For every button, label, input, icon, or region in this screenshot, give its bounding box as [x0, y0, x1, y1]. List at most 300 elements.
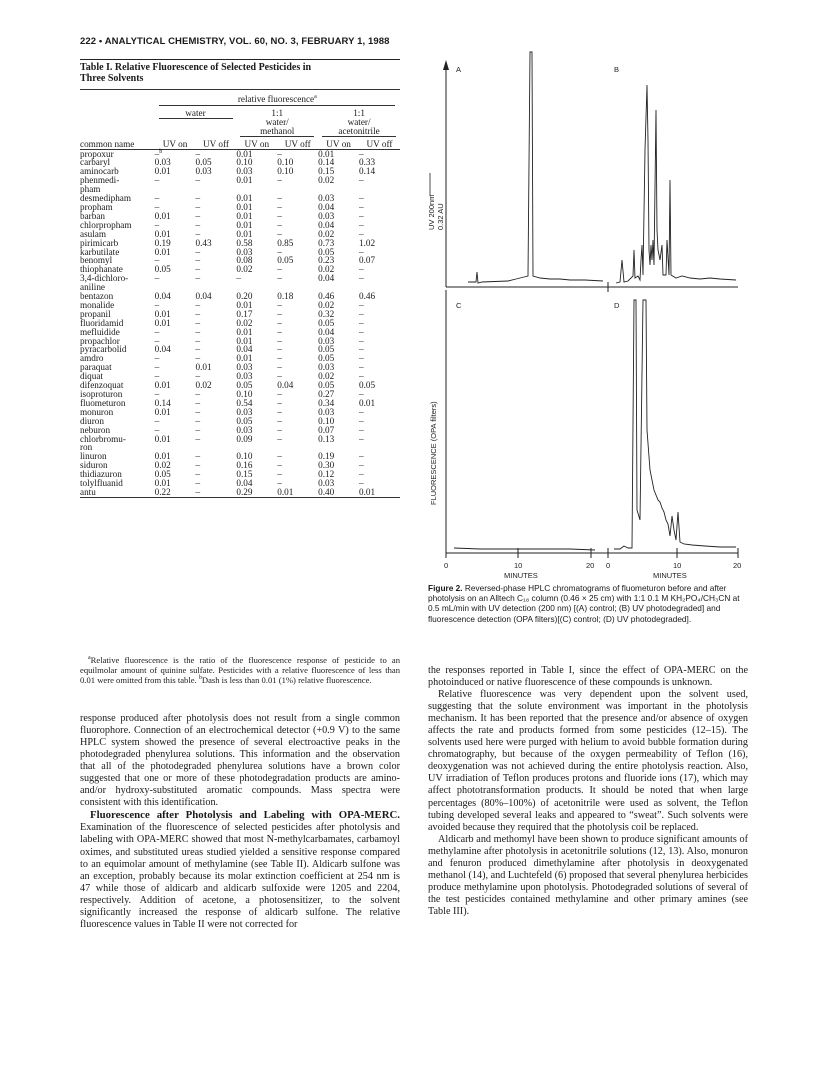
pesticide-name: benomyl [80, 255, 113, 266]
value-text: – [359, 193, 364, 204]
header-spacer [80, 107, 155, 137]
fluorescence-value [318, 274, 359, 283]
value-text: – [359, 175, 364, 186]
panel-label-b: B [614, 65, 620, 74]
value-text: 0.32 [318, 308, 335, 319]
fluorescence-value [359, 265, 400, 274]
value-text: 0.14 [154, 397, 171, 408]
header-spacer [80, 90, 155, 107]
fluorescence-value [196, 417, 237, 426]
pesticide-name: phenmedi- [80, 175, 120, 186]
value-text: – [277, 460, 282, 471]
value-text: – [359, 219, 364, 230]
fluorescence-value [196, 194, 237, 203]
fluorescence-value [236, 435, 277, 444]
value-text: 0.01 [236, 228, 253, 239]
col-header-uv-off: UV off [359, 137, 400, 149]
value-text: – [195, 335, 201, 346]
fluorescence-value [277, 345, 318, 354]
fluorescence-value [196, 221, 237, 230]
trace-b [616, 85, 736, 283]
fluorescence-value [196, 319, 237, 328]
value-text: 0.02 [154, 460, 171, 471]
fluorescence-value [155, 408, 196, 417]
fluorescence-value [155, 354, 196, 363]
fluorescence-value [318, 176, 359, 185]
value-text: 0.01 [236, 219, 253, 230]
fluorescence-value [155, 274, 196, 283]
value-text: 0.17 [236, 308, 253, 319]
value-text: – [277, 148, 282, 159]
fluorescence-value [196, 399, 237, 408]
value-text: 0.34 [318, 397, 335, 408]
value-text: 0.03 [318, 406, 335, 417]
pesticide-name: diquat [80, 371, 103, 382]
footnote-b-text: Dash is less than 0.01 (1%) relative fluorescence. [201, 675, 372, 685]
value-text: 0.02 [195, 380, 212, 391]
group-header-text: relative fluorescence [237, 94, 315, 104]
value-text: – [359, 344, 364, 355]
fluorescence-value [359, 176, 400, 185]
value-text: – [359, 326, 364, 337]
value-text: – [154, 371, 160, 382]
pesticide-name: amdro [80, 353, 104, 364]
value-text: 0.05 [318, 344, 335, 355]
fluorescence-value [359, 337, 400, 346]
value-sup: b [159, 148, 163, 155]
solvent-line2: water/ [347, 116, 371, 127]
value-text: – [359, 460, 364, 471]
value-text: – [277, 415, 282, 426]
col-header-uv-on: UV on [236, 137, 277, 149]
paragraph: the responses reported in Table I, since the effect of OPA-MERC on the photoinduced or native fluorescence of these compounds is unknown. [428, 665, 748, 689]
trace-c [454, 548, 595, 550]
fluorescence-value [155, 167, 196, 176]
value-text: – [277, 371, 282, 382]
fluorescence-value [196, 426, 237, 435]
value-text: – [154, 362, 160, 373]
fluorescence-value [236, 176, 277, 185]
value-text: 0.01 [236, 335, 253, 346]
table-row [80, 488, 400, 497]
value-text: – [154, 193, 160, 204]
pesticide-name: linuron [80, 451, 107, 462]
panel-label-d: D [614, 301, 620, 310]
pesticide-name: siduron [80, 460, 108, 471]
pesticide-name: bentazon [80, 291, 114, 302]
value-text: 0.09 [236, 433, 253, 444]
pesticide-name: neburon [80, 424, 111, 435]
fluorescence-value [196, 239, 237, 248]
value-text: 0.04 [318, 273, 335, 284]
solvent-line3: acetonitrile [322, 127, 396, 137]
value-text: – [195, 201, 201, 212]
value-text: – [277, 210, 282, 221]
value-text: 0.03 [236, 246, 253, 257]
value-text: – [277, 299, 282, 310]
pesticide-name: monuron [80, 406, 114, 417]
fluorescence-value [277, 354, 318, 363]
fluorescence-value [236, 274, 277, 283]
fluorescence-value [277, 363, 318, 372]
value-text: 0.01 [154, 406, 171, 417]
value-text: 0.07 [318, 424, 335, 435]
fluorescence-value [196, 479, 237, 488]
body-left-column [80, 713, 400, 931]
pesticide-name-continuation: ron [80, 442, 93, 453]
fluorescence-value [359, 488, 400, 497]
pesticide-name-continuation: pham [80, 184, 101, 195]
value-text: – [277, 201, 282, 212]
solvent-line2: water/ [265, 116, 289, 127]
value-text: – [195, 299, 201, 310]
value-text: 0.15 [236, 469, 253, 480]
pesticide-table [80, 90, 400, 498]
value-text: – [277, 219, 282, 230]
fluorescence-value [359, 221, 400, 230]
fluorescence-value [359, 167, 400, 176]
value-text: 0.46 [359, 291, 376, 302]
value-text: – [277, 469, 282, 480]
pesticide-name: asulam [80, 228, 107, 239]
value-text: – [359, 389, 364, 399]
value-text: 0.10 [277, 166, 294, 177]
trace-d [614, 300, 736, 549]
fluorescence-value [236, 488, 277, 497]
fluorescence-value [359, 461, 400, 470]
arrow-icon [443, 60, 449, 70]
fluorescence-value [196, 452, 237, 461]
fluorescence-value [196, 248, 237, 257]
pesticide-name: thiophanate [80, 264, 123, 275]
value-text: 0.01 [359, 486, 376, 497]
value-text: – [359, 371, 364, 382]
fluorescence-value [196, 274, 237, 283]
y-label-uv: UV 200nm [427, 194, 436, 230]
value-text: – [277, 317, 282, 328]
value-text: – [195, 469, 201, 480]
paragraph: response produced after photolysis does not result from a single common fluorophore. Connection of an electrochemical detector (+0.9 V) to the same HPLC system showed the presence of several electroactive peaks in the photodegraded phenylurea solutions. This information and the observation that all of the photodegraded phenylurea solutions have a brown color suggested that one or more of these photodegradation products are amino- and/or hydroxy-substituted aromatic compounds. Mass spectra were consistent with this identification. [80, 713, 400, 809]
fluorescence-value [196, 256, 237, 265]
value-text: 0.10 [236, 157, 253, 168]
value-text: 0.01 [154, 478, 171, 489]
fluorescence-value [359, 212, 400, 221]
value-text: 0.01 [236, 175, 253, 186]
value-text: 0.15 [318, 166, 335, 177]
value-text: 0.04 [318, 201, 335, 212]
paragraph: Aldicarb and methomyl have been shown to produce significant amounts of methylamine after photolysis in acetonitrile solutions (12, 13). Also, monuron and fenuron produced dimethylamine after photolysis in deoxygenated methanol (14), and Luchtefeld (6) proposed that several phenylurea herbicides produce methylamine upon photolysis. Photodegraded solutions of several of the test pesticides contained methylamine and other primary amines (see Table III). [428, 833, 748, 917]
fluorescence-value [277, 470, 318, 479]
value-text: – [154, 389, 160, 399]
figure-caption [428, 583, 753, 624]
pesticide-name: karbutilate [80, 246, 120, 257]
value-text: – [195, 175, 201, 186]
fluorescence-value [277, 426, 318, 435]
table-title-line2: Three Solvents [80, 73, 144, 84]
value-text: 0.29 [236, 486, 253, 497]
value-text: 0.27 [318, 389, 335, 399]
value-text: 0.01 [154, 317, 171, 328]
value-text: – [359, 415, 364, 426]
fluorescence-value [196, 345, 237, 354]
fluorescence-value [359, 399, 400, 408]
figure-2 [420, 50, 760, 580]
panel-label-c: C [456, 301, 462, 310]
value-text: – [154, 335, 160, 346]
fluorescence-value [155, 248, 196, 257]
value-text: – [359, 246, 364, 257]
x-tick-10-left: 10 [514, 561, 523, 570]
fluorescence-value [277, 292, 318, 301]
value-text: 0.05 [359, 380, 376, 391]
value-text: 0.02 [318, 264, 335, 275]
value-text: 0.02 [236, 264, 253, 275]
value-text: – [154, 201, 160, 212]
pesticide-name: difenzoquat [80, 380, 124, 391]
fluorescence-value [277, 435, 318, 444]
fluorescence-value [196, 337, 237, 346]
value-text: – [154, 219, 160, 230]
x-tick-0-right: 0 [606, 561, 611, 570]
table-body [80, 149, 400, 497]
value-text: 0.02 [318, 371, 335, 382]
pesticide-name: antu [80, 488, 155, 497]
x-label-left: MINUTES [504, 571, 538, 580]
fluorescence-value [196, 408, 237, 417]
fluorescence-value [196, 292, 237, 301]
value-text: 0.07 [359, 255, 376, 266]
value-text: – [195, 326, 201, 337]
value-text: 0.22 [154, 486, 171, 497]
value-text: – [195, 308, 201, 319]
value-text: 0.04 [318, 326, 335, 337]
value-text: – [359, 469, 364, 480]
relative-fluorescence-header [155, 90, 400, 107]
fluorescence-value [359, 452, 400, 461]
value-text: 0.04 [154, 291, 171, 302]
value-text: 0.05 [318, 380, 335, 391]
value-text: – [359, 201, 364, 212]
fluorescence-value [155, 417, 196, 426]
solvent-line1: 1:1 [353, 107, 365, 118]
value-text: 0.40 [318, 486, 335, 497]
value-text: – [154, 175, 160, 186]
solvent-water [155, 107, 237, 137]
col-header-uv-on: UV on [155, 137, 196, 149]
value-text: 0.02 [318, 299, 335, 310]
value-text: – [195, 210, 201, 221]
value-text: 0.02 [318, 175, 335, 186]
value-text: 0.03 [236, 406, 253, 417]
value-text: 0.18 [277, 291, 294, 302]
value-text: 0.23 [318, 255, 335, 266]
value-text: – [277, 406, 282, 417]
fluorescence-value [359, 426, 400, 435]
value-text: – [195, 353, 201, 364]
group-header-sup: a [314, 93, 317, 100]
value-text: 0.01 [277, 486, 294, 497]
value-text: 0.01 [154, 228, 171, 239]
value-text: 0.05 [318, 353, 335, 364]
fluorescence-value [277, 310, 318, 319]
chromatogram-figure [420, 50, 760, 580]
value-text: 0.05 [318, 246, 335, 257]
fluorescence-value [277, 328, 318, 337]
pesticide-name: fluometuron [80, 397, 126, 408]
pesticide-name: carbaryl [80, 157, 111, 168]
fluorescence-value [277, 274, 318, 283]
value-text: – [236, 273, 241, 284]
value-text: – [195, 344, 201, 355]
value-text: 0.02 [318, 228, 335, 239]
table-1 [80, 59, 400, 498]
value-text: 0.03 [318, 478, 335, 489]
pesticide-name: propham [80, 201, 113, 212]
value-text: 0.46 [318, 291, 335, 302]
fluorescence-value [359, 292, 400, 301]
fluorescence-value [277, 176, 318, 185]
fluorescence-value [155, 435, 196, 444]
solvent-line1: 1:1 [271, 107, 284, 118]
value-text: 0.30 [318, 460, 335, 471]
fluorescence-value [359, 328, 400, 337]
value-text: – [154, 415, 160, 426]
value-text: – [195, 478, 201, 489]
table-title-line1: Table I. Relative Fluorescence of Selected Pesticides in [80, 62, 312, 73]
value-text: 0.05 [236, 415, 253, 426]
value-text: – [359, 308, 364, 319]
solvent-water-acetonitrile [318, 107, 400, 137]
col-header-uv-on: UV on [318, 137, 359, 149]
value-text: – [359, 228, 364, 239]
value-text: – [277, 264, 282, 275]
fluorescence-value [359, 470, 400, 479]
value-text: – [277, 451, 282, 462]
value-text: 0.01 [318, 148, 335, 159]
table-row [80, 435, 400, 444]
paragraph: Relative fluorescence was very dependent upon the solvent used, suggesting that the solute environment was important in the photolysis mechanism. It has been reported that the presence and/or absence of oxygen affects the rate and products formed from some pesticides (12–15). The solvents used here were purged with helium to avoid bubble formation during chromatography, but because of the oxygen permeability of Teflon (16), deoxygenation was not achieved during the entire photolysis reaction. Also, UV irradiation of Teflon produces protons and fluoride ions (17), which may affect phototransformation products. It should be noted that when large percentages (80%–100%) of acetonitrile were used as solvent, the Teflon tubing developed several leaks and appeared to “sweat”. Such solvents were avoided because they required that the photolysis coil be replaced. [428, 689, 748, 833]
value-text: 0.05 [318, 317, 335, 328]
pesticide-name: paraquat [80, 362, 112, 373]
value-text: 0.10 [277, 157, 294, 168]
fluorescence-value [277, 381, 318, 390]
value-text: – [277, 362, 282, 373]
value-text: 0.10 [236, 451, 253, 462]
col-header-name: common name [80, 137, 155, 149]
value-text: – [277, 424, 282, 435]
value-text: 0.33 [359, 157, 376, 168]
value-text: 0.01 [236, 299, 253, 310]
value-text: – [359, 362, 364, 373]
value-text: – [277, 246, 282, 257]
value-text: 0.54 [236, 397, 253, 408]
pesticide-name: monalide [80, 299, 115, 310]
value-text: – [277, 326, 282, 337]
fluorescence-value [155, 488, 196, 497]
value-text: 0.85 [277, 237, 294, 248]
fluorescence-value [155, 319, 196, 328]
fluorescence-value [196, 176, 237, 185]
value-text: – [195, 389, 201, 399]
pesticide-name: mefluidide [80, 326, 120, 337]
pesticide-name: aminocarb [80, 166, 119, 177]
fluorescence-value [155, 345, 196, 354]
x-tick-20-right: 20 [733, 561, 742, 570]
value-text: – [359, 406, 364, 417]
value-text: 0.03 [318, 210, 335, 221]
fluorescence-value [196, 470, 237, 479]
pesticide-name: tolylfluanid [80, 478, 123, 489]
value-text: 0.05 [195, 157, 212, 168]
paragraph: Examination of the fluorescence of selected pesticides after photolysis and labeling with OPA-MERC showed that most N-methylcarbamates, carbamoyl oximes, and substituted ureas studied yielded a sensitive response compared to an equimolar amount of methylamine (see Table II). Aldicarb sulfone was an exception, probably because its molar extinction coefficient at 254 nm is 47 while those of aldicarb and aldicarb sulfoxide were 1205 and 2204, respectively. Addition of acetone, a photosensitizer, to the solvent significantly increased the response of aldicarb sulfone. The relative fluorescence values in Table II were not corrected for [80, 822, 400, 930]
fluorescence-value [277, 203, 318, 212]
value-text: 0.01 [154, 210, 171, 221]
fluorescence-value [155, 292, 196, 301]
value-text: 0.01 [236, 193, 253, 204]
value-text: 0.01 [154, 380, 171, 391]
y-label-au: 0.32 AU [436, 203, 445, 230]
value-text: – [359, 210, 364, 221]
value-text: 0.12 [318, 469, 335, 480]
pesticide-name: propanil [80, 308, 111, 319]
fluorescence-value [277, 319, 318, 328]
value-text: – [195, 264, 201, 275]
table-row [80, 176, 400, 185]
y-label-fluorescence: FLUORESCENCE (OPA filters) [429, 401, 438, 505]
fluorescence-value [277, 337, 318, 346]
value-text: – [154, 299, 160, 310]
fluorescence-value [277, 452, 318, 461]
fluorescence-value [359, 417, 400, 426]
fluorescence-value [277, 265, 318, 274]
value-text: 0.01 [154, 451, 171, 462]
value-text: – [195, 246, 201, 257]
value-text: – [195, 424, 201, 435]
fluorescence-value [196, 363, 237, 372]
value-text: – [277, 175, 282, 186]
value-text: – [195, 451, 201, 462]
fluorescence-value [155, 381, 196, 390]
col-header-uv-off: UV off [277, 137, 318, 149]
value-text: – [277, 353, 282, 364]
value-text: – [195, 371, 201, 382]
value-text: – [195, 460, 201, 471]
value-text: – [195, 228, 201, 239]
fluorescence-value [155, 212, 196, 221]
caption-text: Reversed-phase HPLC chromatograms of fluometuron before and after photolysis on an Alltech C₁₈ column (0.46 × 25 cm) with 1:1 0.1 M KH₂PO₄/CH₃CN at 0.5 mL/min with UV detection (200 nm) [(A) control; (B) UV photodegraded] and fluorescence detection (OPA filters)[(C) control; (D) UV photodegraded]. [428, 583, 740, 624]
value-text: – [195, 433, 201, 444]
table-row [80, 274, 400, 283]
fluorescence-value [155, 363, 196, 372]
value-text: – [154, 353, 160, 364]
x-tick-20-left: 20 [586, 561, 595, 570]
fluorescence-value [359, 194, 400, 203]
value-text: 0.01 [236, 353, 253, 364]
value-text: – [277, 478, 282, 489]
table-footnote [80, 655, 400, 685]
value-text: 0.03 [236, 166, 253, 177]
pesticide-name: chlorbromu- [80, 433, 126, 444]
fluorescence-value [155, 176, 196, 185]
fluorescence-value [359, 345, 400, 354]
footnote-a-text: Relative fluorescence is the ratio of the fluorescence response of pesticide to an equilmolar amount of quinine sulfate. Pesticides with a relative fluorescence of less than 0.01 were omitted from this table. [80, 655, 400, 685]
pesticide-name-continuation: aniline [80, 282, 106, 293]
value-text: 0.03 [236, 362, 253, 373]
value-text: 0.20 [236, 291, 253, 302]
value-text: 0.04 [154, 344, 171, 355]
value-text: 0.04 [195, 291, 212, 302]
value-text: – [359, 335, 364, 346]
